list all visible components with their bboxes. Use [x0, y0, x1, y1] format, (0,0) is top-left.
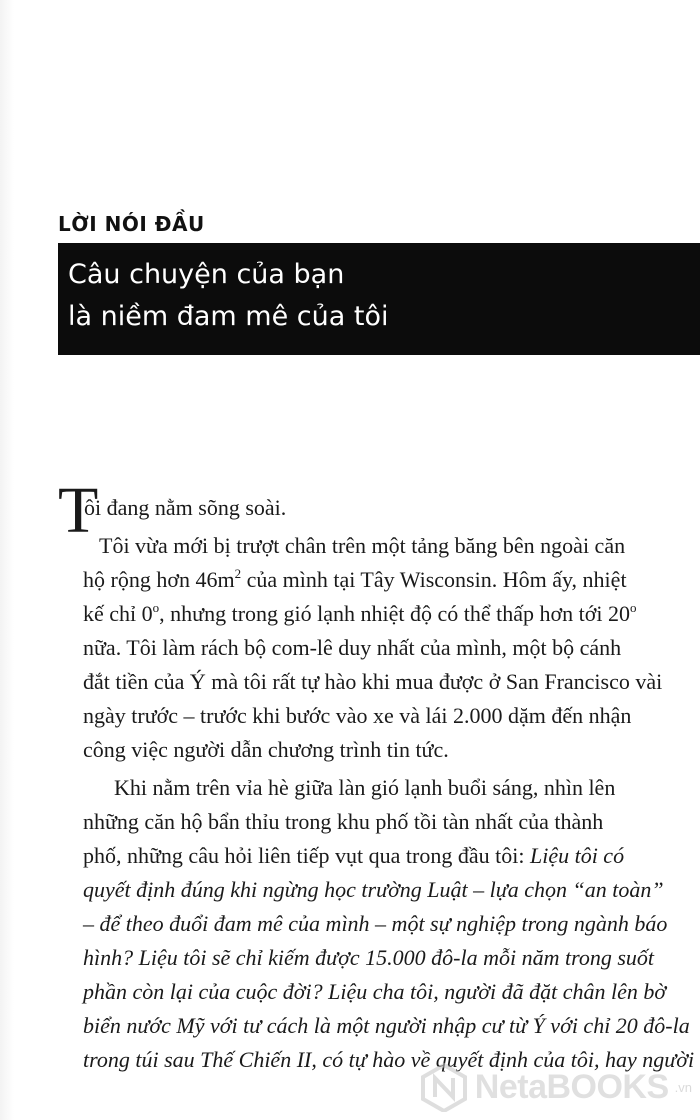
text-line: – để theo đuổi đam mê của mình – một sự nghiệp trong ngành báo: [83, 911, 668, 936]
text-line: hình? Liệu tôi sẽ chỉ kiếm được 15.000 đô-la mỗi năm trong suốt: [83, 945, 655, 970]
watermark-suffix: .vn: [674, 1079, 692, 1095]
chapter-label: LỜI NÓI ĐẦU: [58, 212, 205, 236]
text-line: những căn hộ bẩn thỉu trong khu phố tồi tàn nhất của thành: [83, 809, 604, 834]
text-line: trong túi sau Thế Chiến II, có tự hào về quyết định của tôi, hay người: [83, 1047, 695, 1072]
text-line: hộ rộng hơn $46m^2$ của mình tại Tây Wisconsin. Hôm ấy, nhiệt: [83, 566, 627, 592]
text-line: đắt tiền của Ý mà tôi rất tự hào khi mua được ở San Francisco vài: [83, 669, 663, 694]
text-line: phố, những câu hỏi liên tiếp vụt qua trong đầu tôi: Liệu tôi có: [83, 843, 625, 868]
netabooks-logo-icon: [419, 1062, 469, 1112]
text-line: kế chỉ 0$^o$, nhưng trong gió lạnh nhiệt độ có thể thấp hơn tới 20$^o$: [83, 600, 637, 626]
text-line: công việc người dẫn chương trình tin tức.: [83, 737, 449, 762]
chapter-title-line-2: là niềm đam mê của tôi: [68, 301, 389, 332]
text-line: Khi nằm trên vỉa hè giữa làn gió lạnh buổi sáng, nhìn lên: [114, 775, 616, 800]
chapter-title-line-1: Câu chuyện của bạn: [68, 259, 345, 290]
text-line: Tôi vừa mới bị trượt chân trên một tảng băng bên ngoài căn: [99, 533, 626, 558]
text-line: quyết định đúng khi ngừng học trường Luật – lựa chọn “an toàn”: [83, 877, 664, 902]
text-line: phần còn lại của cuộc đời? Liệu cha tôi, người đã đặt chân lên bờ: [83, 979, 667, 1004]
text-line: nữa. Tôi làm rách bộ com-lê duy nhất của mình, một bộ cánh: [83, 635, 622, 660]
text-line: ôi đang nằm sõng soài.: [84, 495, 287, 520]
text-line: biển nước Mỹ với tư cách là một người nhập cư từ Ý với chỉ 20 đô-la: [83, 1013, 690, 1038]
watermark: [419, 1062, 692, 1112]
text-line: ngày trước – trước khi bước vào xe và lái 2.000 dặm đến nhận: [83, 703, 632, 728]
drop-cap: T: [58, 474, 99, 547]
watermark-text: NetaBOOKS: [474, 1067, 669, 1106]
